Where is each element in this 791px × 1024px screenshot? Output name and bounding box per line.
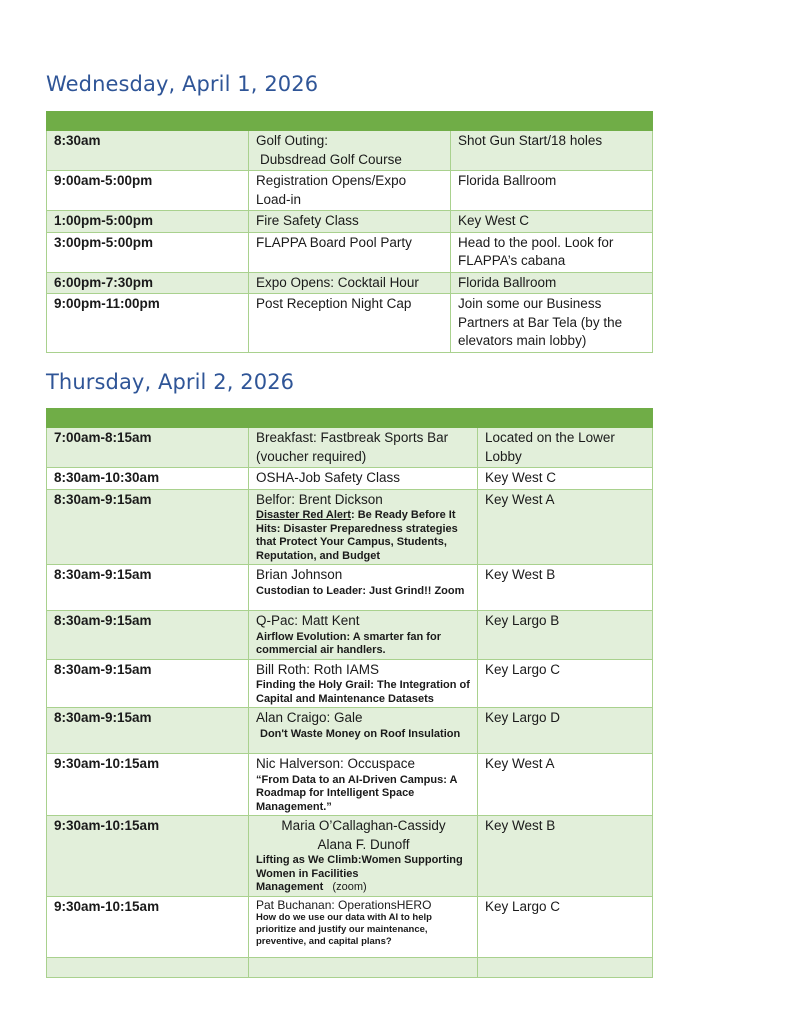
- session-title: Finding the Holy Grail: The Integration of Capital and Maintenance Datasets: [256, 679, 470, 705]
- speaker-name: Belfor: Brent Dickson: [256, 491, 383, 507]
- time-cell: 8:30am-9:15am: [47, 489, 249, 565]
- event-cell: OSHA-Job Safety Class: [249, 468, 478, 490]
- session-title: [256, 509, 471, 563]
- thursday-heading: Thursday, April 2, 2026: [46, 370, 295, 394]
- table-row: [47, 754, 653, 816]
- session-title: How do we use our data with AI to help prioritize and justify our maintenance, preventive, and capital plans?: [256, 911, 432, 947]
- time-cell: 9:00am-5:00pm: [47, 171, 249, 211]
- location-cell: Florida Ballroom: [451, 272, 653, 294]
- location-cell: Florida Ballroom: [451, 171, 653, 211]
- location-cell: Key West A: [478, 489, 653, 565]
- table-row: [47, 171, 653, 211]
- time-cell: 9:00pm-11:00pm: [47, 294, 249, 353]
- table-row: [47, 659, 653, 708]
- time-cell: 7:00am-8:15am: [47, 428, 249, 468]
- event-cell: Fire Safety Class: [249, 211, 451, 233]
- session-title: [256, 854, 471, 895]
- table-row: [47, 708, 653, 754]
- event-cell: [249, 754, 478, 816]
- event-cell: [249, 816, 478, 897]
- table-row: [47, 272, 653, 294]
- event-cell: [249, 131, 451, 171]
- event-cell: [249, 565, 478, 611]
- table-row: [47, 611, 653, 660]
- event-cell: [249, 611, 478, 660]
- location-cell: Key West B: [478, 816, 653, 897]
- thursday-schedule-table: [46, 408, 653, 978]
- location-cell: Key West B: [478, 565, 653, 611]
- time-cell: 3:00pm-5:00pm: [47, 232, 249, 272]
- time-cell: 8:30am-9:15am: [47, 565, 249, 611]
- location-cell: Located on the Lower Lobby: [478, 428, 653, 468]
- session-title-text: Lifting as We Climb:Women Supporting Women in Facilities Management: [256, 854, 463, 893]
- session-tag: (zoom): [332, 881, 367, 893]
- location-cell: Key West A: [478, 754, 653, 816]
- empty-table-row: [47, 957, 653, 977]
- location-cell: Key Largo B: [478, 611, 653, 660]
- table-row: [47, 816, 653, 897]
- location-cell: Key Largo D: [478, 708, 653, 754]
- time-cell: 9:30am-10:15am: [47, 754, 249, 816]
- event-cell: Registration Opens/Expo Load-in: [249, 171, 451, 211]
- time-cell: 9:30am-10:15am: [47, 896, 249, 957]
- speaker-name: Nic Halverson: Occuspace: [256, 756, 416, 771]
- table-row: [47, 565, 653, 611]
- time-cell: 8:30am-9:15am: [47, 611, 249, 660]
- event-cell: Post Reception Night Cap: [249, 294, 451, 353]
- table-header-row: [47, 409, 653, 428]
- table-row: [47, 294, 653, 353]
- location-cell: Key West C: [478, 468, 653, 490]
- location-cell: Key Largo C: [478, 896, 653, 957]
- session-title: “From Data to an AI-Driven Campus: A Roadmap for Intelligent Space Management.”: [256, 773, 458, 813]
- event-cell: [249, 896, 478, 957]
- table-row: [47, 428, 653, 468]
- table-row: [47, 211, 653, 233]
- wednesday-schedule-table: [46, 111, 653, 353]
- time-cell: 8:30am-9:15am: [47, 659, 249, 708]
- session-title-underlined: Disaster Red Alert: [256, 509, 351, 521]
- event-cell: FLAPPA Board Pool Party: [249, 232, 451, 272]
- session-title-rest: : Be Ready Before It Hits: Disaster Preparedness strategies that Protect Your Campus, Students, Reputation, and Budget: [256, 509, 458, 562]
- speaker-name: Maria O’Callaghan-Cassidy: [281, 818, 446, 833]
- table-header-row: [47, 112, 653, 131]
- table-row: [47, 232, 653, 272]
- wednesday-heading: Wednesday, April 1, 2026: [46, 72, 319, 96]
- session-title: Custodian to Leader: Just Grind!! Zoom: [256, 584, 465, 597]
- speaker-name: Bill Roth: Roth IAMS: [256, 661, 380, 677]
- table-row: [47, 896, 653, 957]
- location-cell: Join some our Business Partners at Bar Tela (by the elevators main lobby): [451, 294, 653, 353]
- event-cell: [249, 659, 478, 708]
- table-row: [47, 131, 653, 171]
- time-cell: 8:30am-10:30am: [47, 468, 249, 490]
- speaker-name: Pat Buchanan: OperationsHERO: [256, 897, 432, 912]
- time-cell: 9:30am-10:15am: [47, 816, 249, 897]
- event-line: Golf Outing:: [256, 133, 329, 148]
- location-cell: Key Largo C: [478, 659, 653, 708]
- event-cell: [249, 489, 478, 565]
- location-cell: Head to the pool. Look for FLAPPA’s cabana: [451, 232, 653, 272]
- speaker-name: Brian Johnson: [256, 567, 343, 582]
- speaker-name: Q-Pac: Matt Kent: [256, 613, 360, 628]
- session-title: Airflow Evolution: A smarter fan for commercial air handlers.: [256, 630, 441, 656]
- event-cell: [249, 708, 478, 754]
- table-row: [47, 489, 653, 565]
- time-cell: 1:00pm-5:00pm: [47, 211, 249, 233]
- event-cell: Expo Opens: Cocktail Hour: [249, 272, 451, 294]
- event-line: Dubsdread Golf Course: [260, 151, 402, 167]
- table-row: [47, 468, 653, 490]
- speaker-name-2: Alana F. Dunoff: [317, 836, 410, 852]
- location-cell: Key West C: [451, 211, 653, 233]
- session-title: Don't Waste Money on Roof Insulation: [260, 727, 461, 740]
- event-cell: Breakfast: Fastbreak Sports Bar (voucher required): [249, 428, 478, 468]
- time-cell: 8:30am-9:15am: [47, 708, 249, 754]
- speaker-name: Alan Craigo: Gale: [256, 710, 363, 725]
- time-cell: 6:00pm-7:30pm: [47, 272, 249, 294]
- time-cell: 8:30am: [47, 131, 249, 171]
- location-cell: Shot Gun Start/18 holes: [451, 131, 653, 171]
